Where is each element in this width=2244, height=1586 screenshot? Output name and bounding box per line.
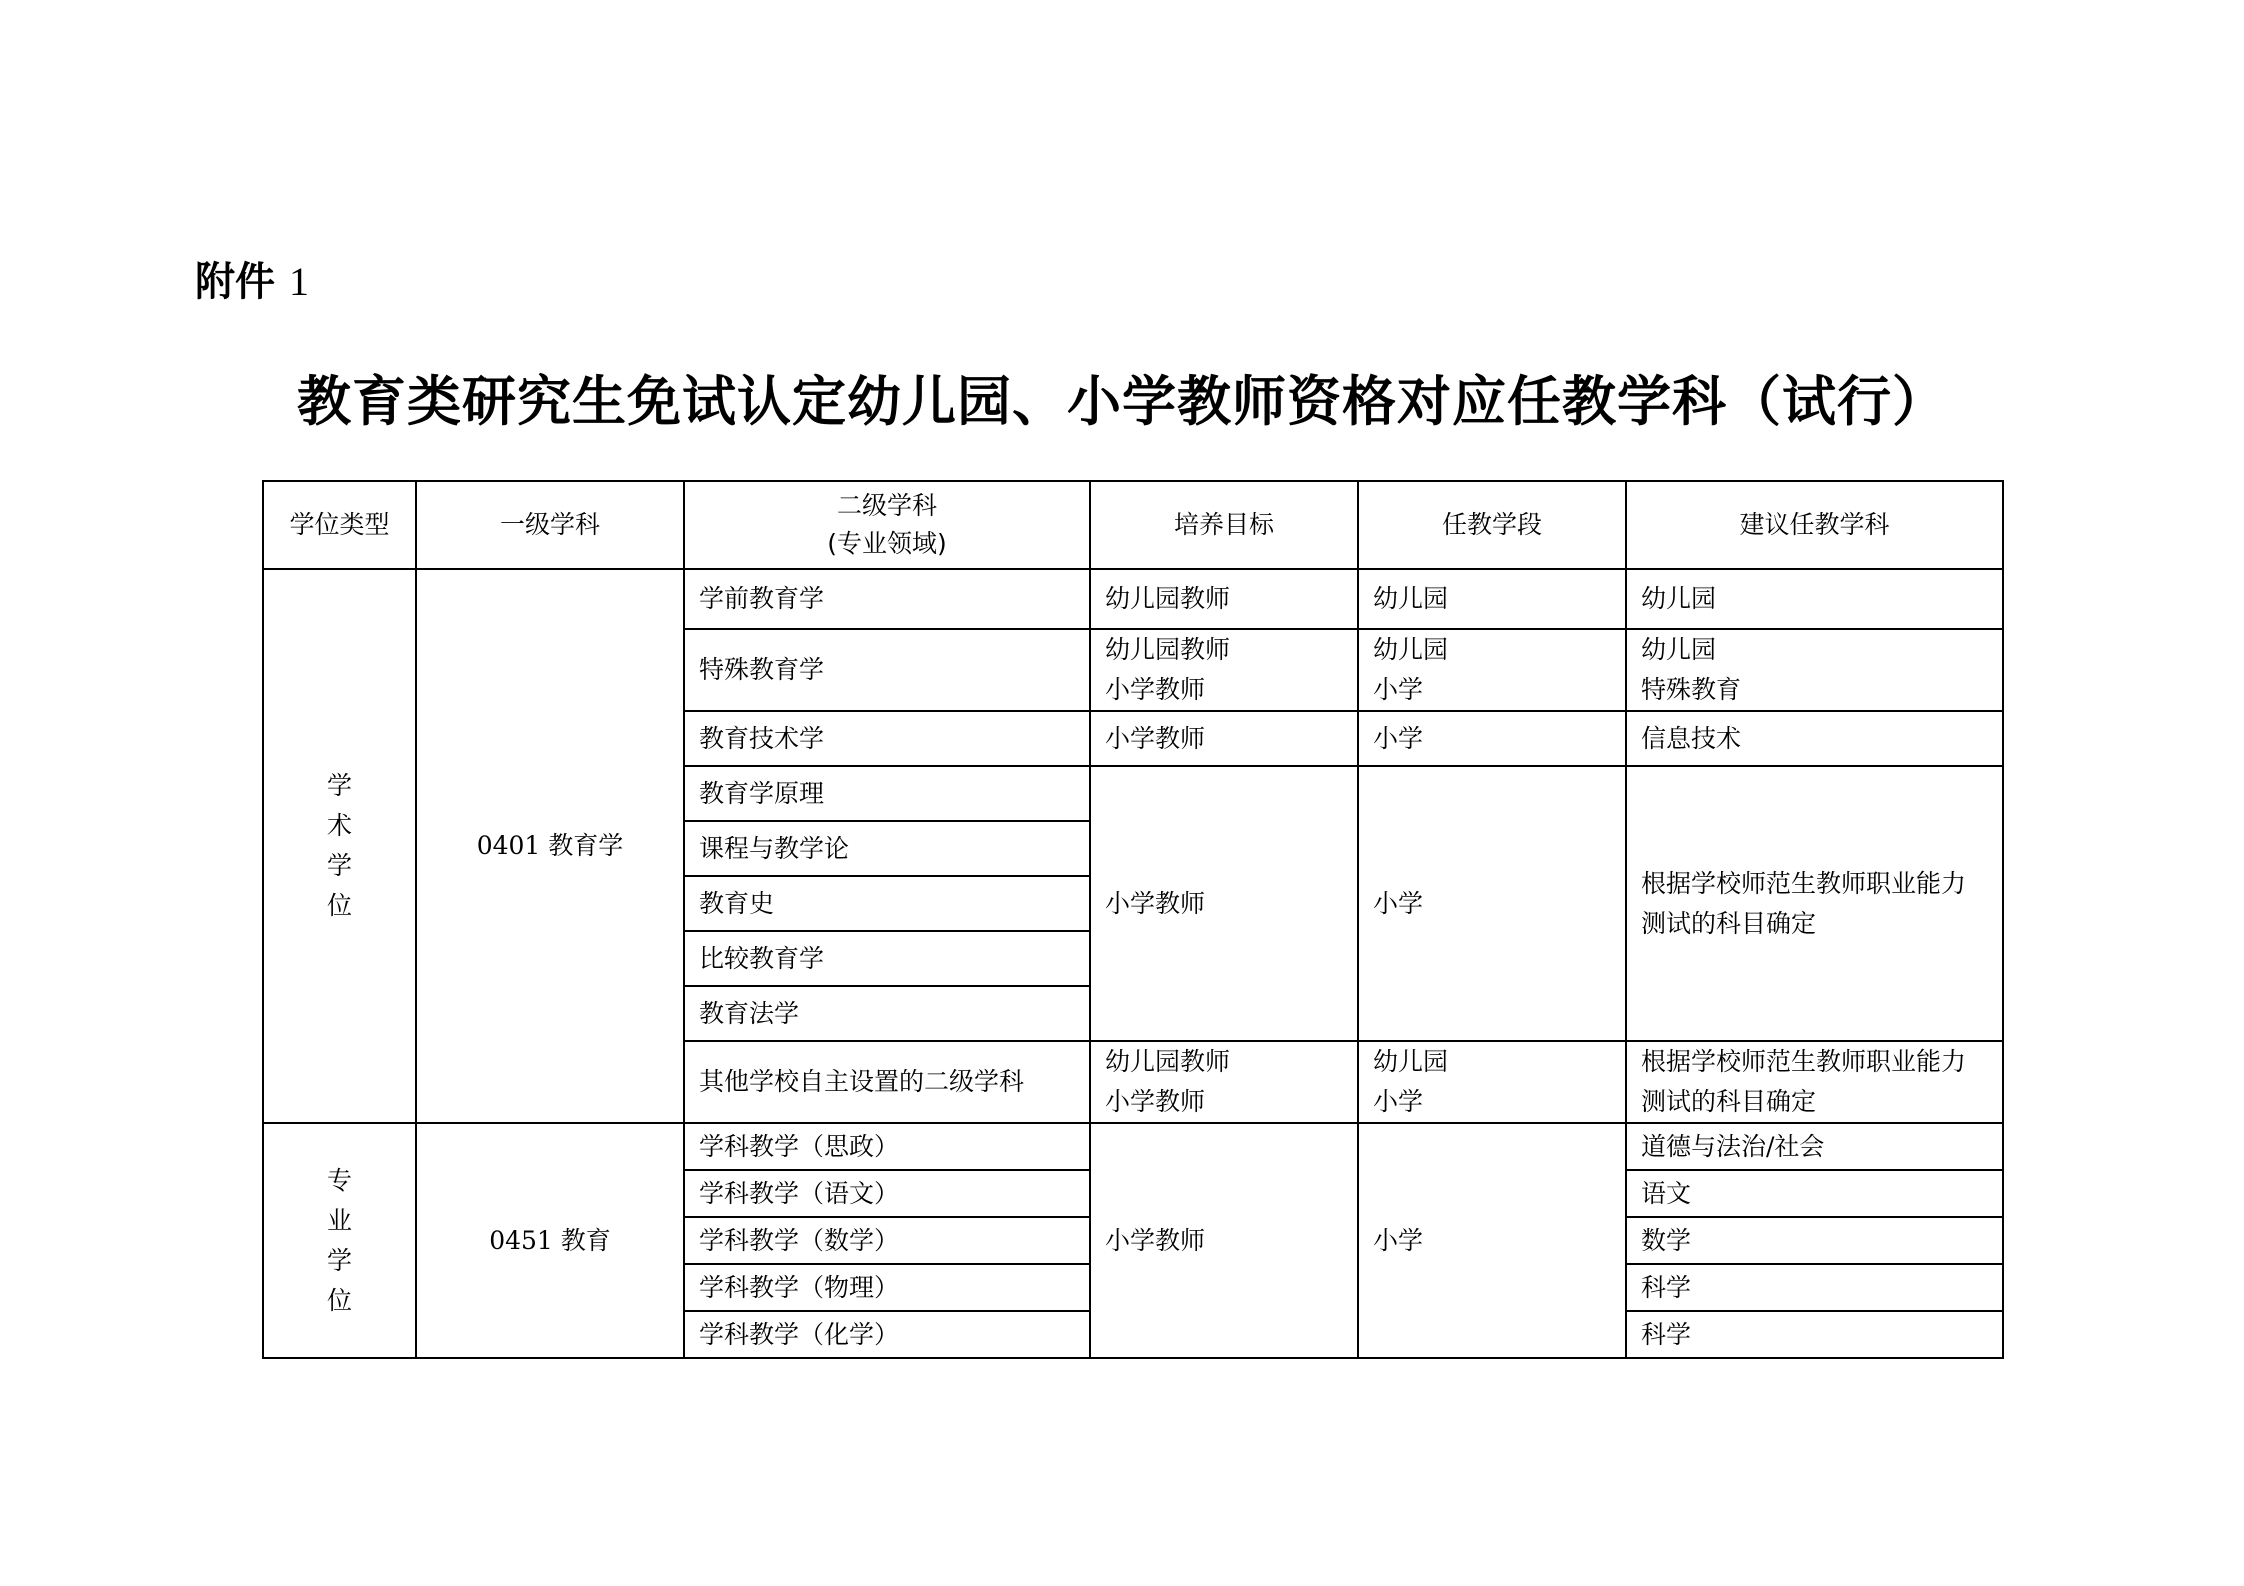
teaching-stage-line: 小学 bbox=[1373, 1087, 1424, 1116]
second-discipline-cell: 学前教育学 bbox=[684, 569, 1090, 629]
suggested-subject-cell: 科学 bbox=[1626, 1311, 2003, 1358]
suggested-subject-group bbox=[1626, 766, 2003, 1041]
suggested-subject-line: 幼儿园 bbox=[1641, 584, 1717, 613]
teaching-stage-line: 小学 bbox=[1373, 675, 1424, 704]
subject-table bbox=[262, 480, 2004, 1359]
header-second-discipline-sub: (专业领域) bbox=[827, 529, 947, 558]
teaching-stage-cell bbox=[1358, 569, 1626, 629]
suggested-subject-line: 特殊教育 bbox=[1641, 675, 1742, 704]
header-suggested-subject: 建议任教学科 bbox=[1626, 481, 2003, 569]
suggested-subject-line: 测试的科目确定 bbox=[1641, 908, 1817, 938]
header-first-discipline: 一级学科 bbox=[416, 481, 684, 569]
suggested-subject-cell bbox=[1626, 629, 2003, 711]
teaching-stage-group: 小学 bbox=[1358, 766, 1626, 1041]
training-goal-line: 幼儿园教师 bbox=[1105, 635, 1231, 664]
teaching-stage-cell bbox=[1358, 629, 1626, 711]
degree-type-char: 业 bbox=[326, 1205, 352, 1235]
suggested-subject-cell: 语文 bbox=[1626, 1170, 2003, 1217]
suggested-subject-line: 幼儿园 bbox=[1641, 635, 1717, 664]
suggested-subject-cell: 数学 bbox=[1626, 1217, 2003, 1264]
attachment-number: 1 bbox=[288, 259, 309, 304]
header-second-discipline-main: 二级学科 bbox=[836, 491, 937, 520]
suggested-subject-cell: 道德与法治/社会 bbox=[1626, 1123, 2003, 1170]
document-title: 教育类研究生免试认定幼儿园、小学教师资格对应任教学科（试行） bbox=[297, 370, 1947, 433]
training-goal-cell bbox=[1090, 711, 1358, 766]
second-discipline-cell: 比较教育学 bbox=[684, 931, 1090, 986]
table-row bbox=[263, 569, 2003, 629]
attachment-label bbox=[195, 252, 309, 312]
teaching-stage-line: 幼儿园 bbox=[1373, 584, 1449, 613]
training-goal-line: 幼儿园教师 bbox=[1105, 584, 1231, 613]
degree-type-char: 术 bbox=[326, 811, 352, 840]
second-discipline-cell: 学科教学（思政） bbox=[684, 1123, 1090, 1170]
training-goal-line: 小学教师 bbox=[1105, 723, 1206, 753]
second-discipline-cell: 课程与教学论 bbox=[684, 821, 1090, 876]
second-discipline-cell: 教育技术学 bbox=[684, 711, 1090, 766]
suggested-subject-line: 测试的科目确定 bbox=[1641, 1087, 1817, 1116]
degree-type-char: 学 bbox=[326, 771, 352, 800]
teaching-stage-line: 小学 bbox=[1373, 723, 1424, 753]
header-teaching-stage: 任教学段 bbox=[1358, 481, 1626, 569]
training-goal-line: 幼儿园教师 bbox=[1105, 1047, 1231, 1076]
header-training-goal: 培养目标 bbox=[1090, 481, 1358, 569]
table-row bbox=[263, 1123, 2003, 1170]
second-discipline-cell: 教育史 bbox=[684, 876, 1090, 931]
suggested-subject-line: 根据学校师范生教师职业能力 bbox=[1641, 1047, 1967, 1076]
second-discipline-cell: 特殊教育学 bbox=[684, 629, 1090, 711]
teaching-stage-line: 幼儿园 bbox=[1373, 1047, 1449, 1076]
degree-type-char: 学 bbox=[326, 1245, 352, 1275]
teaching-stage-cell bbox=[1358, 711, 1626, 766]
second-discipline-cell: 教育学原理 bbox=[684, 766, 1090, 821]
suggested-subject-cell: 科学 bbox=[1626, 1264, 2003, 1311]
suggested-subject-line: 根据学校师范生教师职业能力 bbox=[1641, 868, 1967, 898]
header-degree-type: 学位类型 bbox=[263, 481, 416, 569]
second-discipline-cell: 学科教学（语文） bbox=[684, 1170, 1090, 1217]
suggested-subject-cell bbox=[1626, 711, 2003, 766]
teaching-stage-professional: 小学 bbox=[1358, 1123, 1626, 1358]
first-discipline-professional: 0451 教育 bbox=[416, 1123, 684, 1358]
degree-type-professional bbox=[263, 1123, 416, 1358]
degree-type-academic bbox=[263, 569, 416, 1123]
header-second-discipline bbox=[684, 481, 1090, 569]
training-goal-line: 小学教师 bbox=[1105, 675, 1206, 704]
training-goal-line: 小学教师 bbox=[1105, 1087, 1206, 1116]
training-goal-professional: 小学教师 bbox=[1090, 1123, 1358, 1358]
second-discipline-cell: 其他学校自主设置的二级学科 bbox=[684, 1041, 1090, 1123]
second-discipline-cell: 学科教学（物理） bbox=[684, 1264, 1090, 1311]
first-discipline-academic: 0401 教育学 bbox=[416, 569, 684, 1123]
degree-type-char: 位 bbox=[326, 1285, 352, 1315]
teaching-stage-cell bbox=[1358, 1041, 1626, 1123]
second-discipline-cell: 学科教学（化学） bbox=[684, 1311, 1090, 1358]
attachment-text: 附件 bbox=[195, 259, 275, 305]
teaching-stage-line: 幼儿园 bbox=[1373, 635, 1449, 664]
degree-type-char: 学 bbox=[326, 851, 352, 880]
second-discipline-cell: 学科教学（数学） bbox=[684, 1217, 1090, 1264]
degree-type-char: 专 bbox=[326, 1165, 352, 1195]
training-goal-group: 小学教师 bbox=[1090, 766, 1358, 1041]
suggested-subject-cell bbox=[1626, 1041, 2003, 1123]
training-goal-cell bbox=[1090, 629, 1358, 711]
suggested-subject-cell bbox=[1626, 569, 2003, 629]
second-discipline-cell: 教育法学 bbox=[684, 986, 1090, 1041]
suggested-subject-line: 信息技术 bbox=[1641, 723, 1742, 753]
header-row bbox=[263, 481, 2003, 569]
training-goal-cell bbox=[1090, 1041, 1358, 1123]
training-goal-cell bbox=[1090, 569, 1358, 629]
degree-type-char: 位 bbox=[326, 891, 352, 920]
